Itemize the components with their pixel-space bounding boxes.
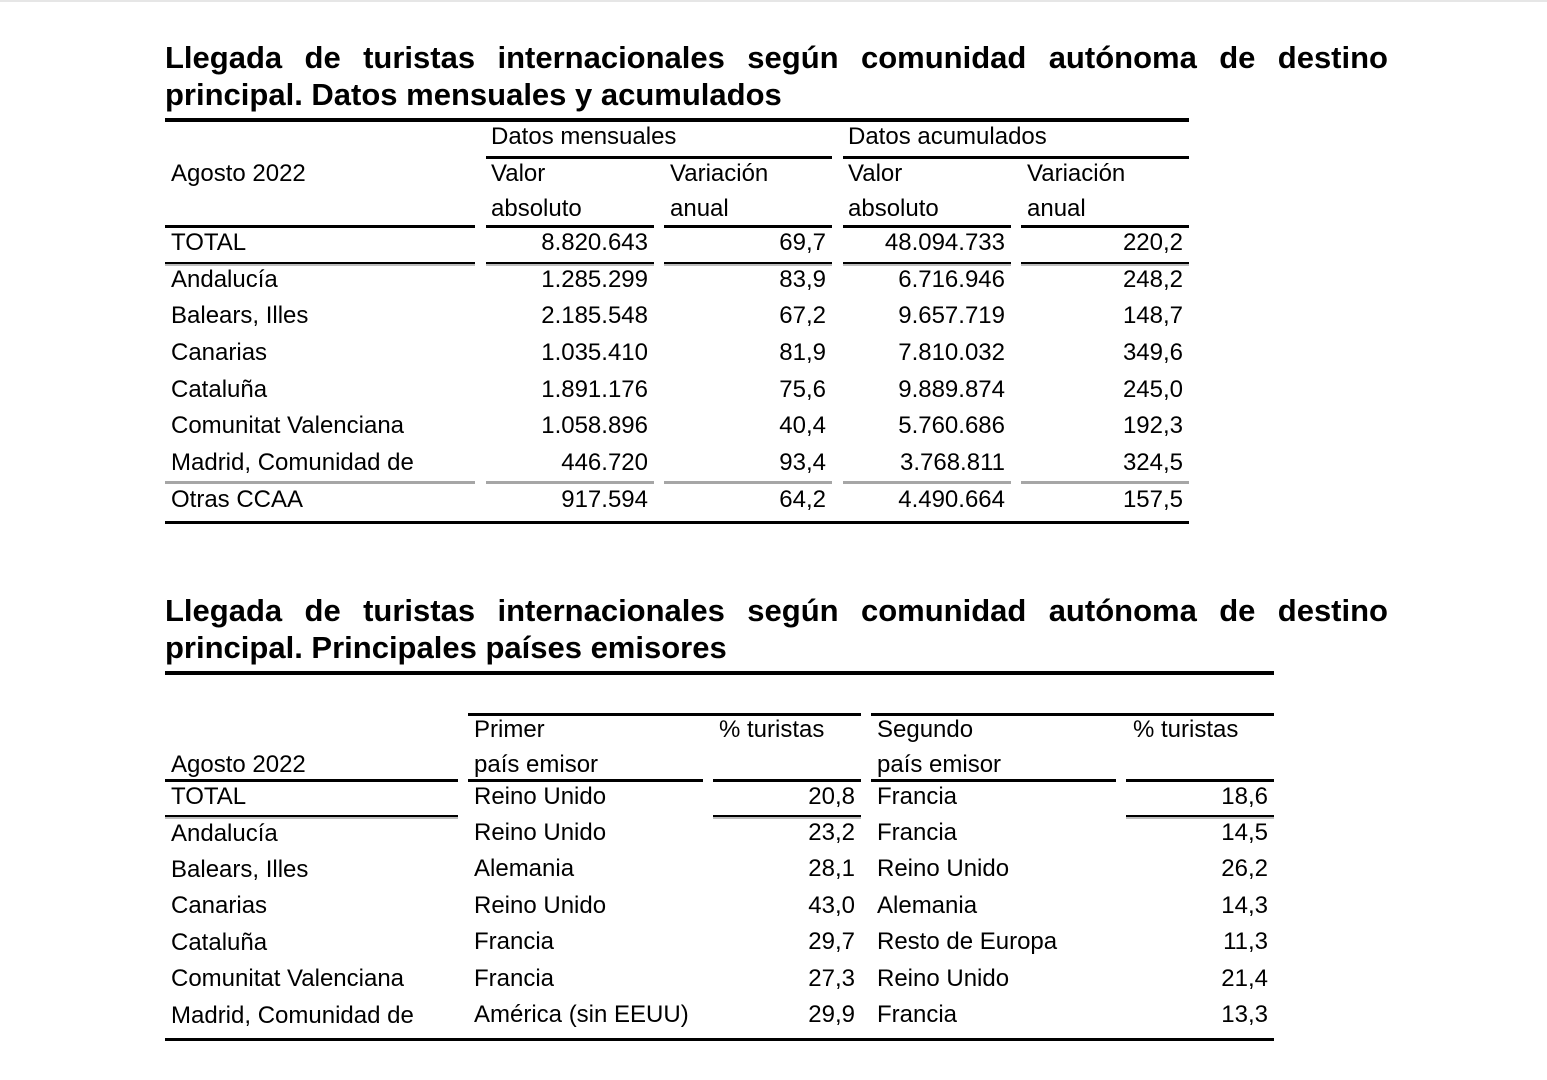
table1-cell: 7.810.032 [898, 339, 1005, 366]
table1-group-header-mensuales: Datos mensuales [491, 123, 677, 150]
table1-region: TOTAL [171, 229, 247, 256]
table1-title: Llegada de turistas internacionales según comunidad autónoma de destino principal. Datos mensuales y acumulados [165, 40, 1388, 112]
table2-period-label: Agosto 2022 [171, 751, 306, 778]
table2-col-header: % turistas [719, 716, 825, 743]
table1-col-header: Valor [848, 160, 903, 187]
table1-cell: 48.094.733 [884, 229, 1005, 256]
table2-first-country: Reino Unido [474, 783, 607, 810]
table2-first-pct: 27,3 [808, 965, 855, 992]
table1-cell: 248,2 [1122, 266, 1183, 293]
table2-region: TOTAL [171, 783, 247, 810]
table2-second-country: Resto de Europa [877, 928, 1058, 955]
table1-region: Comunitat Valenciana [171, 412, 405, 439]
table1-group-rule [843, 156, 1189, 159]
table1-header-rule [664, 225, 832, 228]
table2-col-header: % turistas [1133, 716, 1239, 743]
table1-header-rule [843, 225, 1011, 228]
table1-cell: 75,6 [779, 376, 826, 403]
table2-header-rule [713, 779, 861, 782]
table1-row-separator [1021, 481, 1189, 484]
table2-title: Llegada de turistas internacionales según comunidad autónoma de destino principal. Principales países emisores [165, 593, 1388, 665]
table1-region: Canarias [171, 339, 268, 366]
table2-header-rule [165, 779, 458, 782]
table2-top-rule [165, 671, 1274, 675]
table2-region: Comunitat Valenciana [171, 965, 405, 992]
table1-cell: 69,7 [779, 229, 826, 256]
table2-region: Madrid, Comunidad de [171, 1002, 414, 1029]
table1-region: Cataluña [171, 376, 268, 403]
table1-cell: 83,9 [779, 266, 826, 293]
table1-cell: 148,7 [1122, 302, 1183, 329]
table1-cell: 917.594 [561, 486, 648, 513]
table1-cell: 4.490.664 [898, 486, 1005, 513]
table1-col-header: Variación [1027, 160, 1126, 187]
table2-first-pct: 23,2 [808, 819, 855, 846]
table2-second-country: Reino Unido [877, 965, 1010, 992]
table2-second-pct: 14,5 [1221, 819, 1268, 846]
table1-cell: 157,5 [1122, 486, 1183, 513]
table1-cell: 1.285.299 [541, 266, 648, 293]
table1-header-rule [1021, 225, 1189, 228]
table2-first-pct: 29,9 [808, 1001, 855, 1028]
table2-first-country: América (sin EEUU) [474, 1001, 689, 1028]
table1-row-separator [165, 481, 475, 484]
table2-second-country: Reino Unido [877, 855, 1010, 882]
table1-cell: 446.720 [561, 449, 648, 476]
table2-region: Andalucía [171, 820, 278, 847]
table2-first-pct: 20,8 [808, 783, 855, 810]
table1-col-header: Variación [670, 160, 769, 187]
table2-first-country: Reino Unido [474, 819, 607, 846]
table1-cell: 3.768.811 [900, 449, 1005, 476]
table1-cell: 9.889.874 [898, 376, 1005, 403]
table2-second-country: Francia [877, 1001, 958, 1028]
table2-first-pct: 28,1 [808, 855, 855, 882]
table1-cell: 67,2 [779, 302, 826, 329]
table1-region: Andalucía [171, 266, 278, 293]
table2-header-rule [1126, 779, 1274, 782]
table2-second-country: Alemania [877, 892, 978, 919]
table2-region: Cataluña [171, 929, 268, 956]
table2-second-country: Francia [877, 783, 958, 810]
table2-second-pct: 13,3 [1221, 1001, 1268, 1028]
table1-cell: 245,0 [1122, 376, 1183, 403]
table2-first-country: Francia [474, 965, 555, 992]
table2-first-pct: 43,0 [808, 892, 855, 919]
table1-cell: 93,4 [779, 449, 826, 476]
table1-cell: 1.058.896 [541, 412, 648, 439]
table1-cell: 5.760.686 [898, 412, 1005, 439]
table1-col-header: Valor [491, 160, 546, 187]
table2-col-header: país emisor [474, 751, 599, 778]
table2-col-header: Primer [474, 716, 545, 743]
table1-cell: 40,4 [779, 412, 826, 439]
table2-total-separator [165, 815, 458, 819]
table1-period-label: Agosto 2022 [171, 160, 306, 187]
table2-first-country: Reino Unido [474, 892, 607, 919]
table2-col-header: Segundo [877, 716, 974, 743]
table2-header-rule [871, 779, 1116, 782]
table2-region: Balears, Illes [171, 856, 309, 883]
table1-row-separator [664, 481, 832, 484]
table2-col-header: país emisor [877, 751, 1002, 778]
table2-second-pct: 18,6 [1221, 783, 1268, 810]
table1-cell: 8.820.643 [541, 229, 648, 256]
table1-cell: 2.185.548 [541, 302, 648, 329]
table1-col-header: anual [1027, 195, 1086, 222]
table1-region: Balears, Illes [171, 302, 309, 329]
table1-col-header: absoluto [848, 195, 939, 222]
table1-row-separator [843, 481, 1011, 484]
table1-cell: 6.716.946 [898, 266, 1005, 293]
table1-header-rule [165, 225, 475, 228]
table1-cell: 1.035.410 [541, 339, 648, 366]
table2-first-country: Alemania [474, 855, 575, 882]
table2-header-rule [468, 779, 703, 782]
table2-second-pct: 21,4 [1221, 965, 1268, 992]
table1-cell: 349,6 [1122, 339, 1183, 366]
table2-second-pct: 26,2 [1221, 855, 1268, 882]
table1-cell: 324,5 [1122, 449, 1183, 476]
table1-cell: 1.891.176 [541, 376, 648, 403]
table1-region: Otras CCAA [171, 486, 304, 513]
table2-second-pct: 11,3 [1223, 928, 1268, 955]
table1-top-rule [165, 118, 1189, 122]
table2-bottom-rule [165, 1038, 1274, 1041]
top-border [0, 0, 1547, 2]
table1-cell: 220,2 [1122, 229, 1183, 256]
table1-cell: 9.657.719 [898, 302, 1005, 329]
table2-first-country: Francia [474, 928, 555, 955]
table1-group-header-acumulados: Datos acumulados [848, 123, 1047, 150]
table1-row-separator [486, 481, 654, 484]
table1-header-rule [486, 225, 654, 228]
table1-region: Madrid, Comunidad de [171, 449, 414, 476]
table2-second-country: Francia [877, 819, 958, 846]
table1-bottom-rule [165, 521, 1189, 524]
table2-second-pct: 14,3 [1221, 892, 1268, 919]
table1-cell: 192,3 [1122, 412, 1183, 439]
table2-first-pct: 29,7 [808, 928, 855, 955]
table1-group-rule [486, 156, 832, 159]
table1-cell: 81,9 [779, 339, 826, 366]
table1-col-header: absoluto [491, 195, 582, 222]
table1-cell: 64,2 [779, 486, 826, 513]
table2-region: Canarias [171, 892, 268, 919]
table1-col-header: anual [670, 195, 729, 222]
